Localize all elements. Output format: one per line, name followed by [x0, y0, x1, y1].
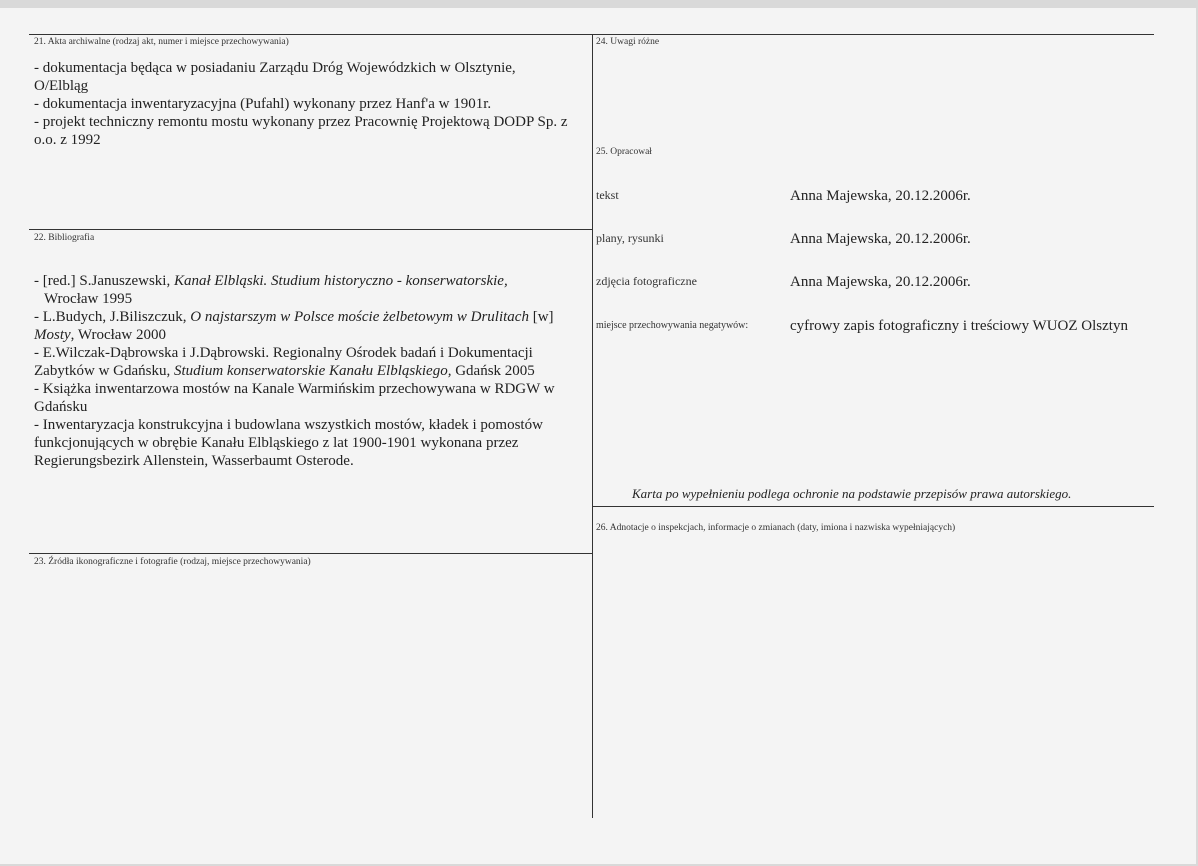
section-21-label: 21. Akta archiwalne (rodzaj akt, numer i miejsce przechowywania) [34, 37, 289, 47]
bibliography-item-4-cont: Gdańsku [34, 399, 88, 415]
bibliography-item-1 [34, 272, 590, 290]
archive-line-4: - projekt techniczny remontu mostu wykonany przez Pracownię Projektową DODP Sp. z [34, 114, 568, 130]
bib-1-title: Kanał Elbląski. Studium historyczno - konserwatorskie, [173, 273, 508, 289]
bibliography-item-3: - E.Wilczak-Dąbrowska i J.Dąbrowski. Regionalny Ośrodek badań i Dokumentacji [34, 345, 533, 361]
section-25-label: 25. Opracował [596, 147, 652, 157]
bib-2-in: [w] [528, 309, 554, 325]
section-22-label: 22. Bibliografia [34, 233, 95, 243]
prepared-text-key: tekst [596, 188, 619, 202]
bib-3-org: Zabytków w Gdańsku, [34, 363, 174, 379]
prepared-plans-key: plany, rysunki [596, 231, 664, 245]
bibliography-item-5-cont-2: Regierungsbezirk Allenstein, Wasserbaumt Osterode. [34, 453, 354, 469]
archive-line-3: - dokumentacja inwentaryzacyjna (Pufahl) wykonany przez Hanf'a w 1901r. [34, 96, 492, 112]
section-24-label: 24. Uwagi różne [596, 37, 660, 47]
bibliography-item-3-cont [34, 362, 590, 380]
bibliography-item-4: - Książka inwentarzowa mostów na Kanale Warmińskim przechowywana w RDGW w [34, 381, 555, 397]
divider-25-26 [592, 506, 1154, 507]
section-23-label: 23. Źródła ikonograficzne i fotografie (rodzaj, miejsce przechowywania) [34, 557, 311, 567]
bib-1-author: - [red.] S.Januszewski, [34, 273, 174, 289]
archive-line-1: - dokumentacja będąca w posiadaniu Zarządu Dróg Wojewódzkich w Olsztynie, [34, 60, 516, 76]
section-26-label: 26. Adnotacje o inspekcjach, informacje o zmianach (daty, imiona i nazwiska wypełniających) [596, 523, 956, 533]
bibliography-item-5-cont-1: funkcjonujących w obrębie Kanału Elbląskiego z lat 1900-1901 wykonana przez [34, 435, 519, 451]
bib-2-journal: Mosty [34, 327, 71, 343]
bib-3-place: Gdańsk 2005 [451, 363, 535, 379]
bibliography-item-1-cont: Wrocław 1995 [44, 291, 133, 307]
bib-2-place: , Wrocław 2000 [70, 327, 167, 343]
bibliography-item-2 [34, 308, 590, 326]
bibliography-text [34, 272, 590, 470]
prepared-text-value: Anna Majewska, 20.12.2006r. [790, 188, 971, 204]
divider-21-22 [29, 229, 592, 230]
prepared-photos-key: zdjęcia fotograficzne [596, 274, 697, 288]
copyright-note: Karta po wypełnieniu podlega ochronie na podstawie przepisów prawa autorskiego. [632, 486, 1072, 501]
divider-22-23 [29, 553, 592, 554]
form-sheet [0, 8, 1196, 864]
section-21-text [34, 59, 590, 149]
archive-line-5: o.o. z 1992 [34, 132, 101, 148]
bibliography-item-2-cont [34, 326, 590, 344]
archive-line-2: O/Elbląg [34, 78, 89, 94]
negatives-storage-key: miejsce przechowywania negatywów: [596, 320, 749, 331]
bib-2-title: O najstarszym w Polsce moście żelbetowym w Drulitach [190, 309, 529, 325]
prepared-plans-value: Anna Majewska, 20.12.2006r. [790, 231, 971, 247]
bib-3-title: Studium konserwatorskie Kanału Elbląskiego, [173, 363, 452, 379]
bib-2-author: - L.Budych, J.Biliszczuk, [34, 309, 191, 325]
negatives-storage-value: cyfrowy zapis fotograficzny i treściowy WUOZ Olsztyn [790, 318, 1128, 334]
column-divider [592, 34, 593, 818]
bibliography-item-5: - Inwentaryzacja konstrukcyjna i budowlana wszystkich mostów, kładek i pomostów [34, 417, 543, 433]
prepared-photos-value: Anna Majewska, 20.12.2006r. [790, 274, 971, 290]
